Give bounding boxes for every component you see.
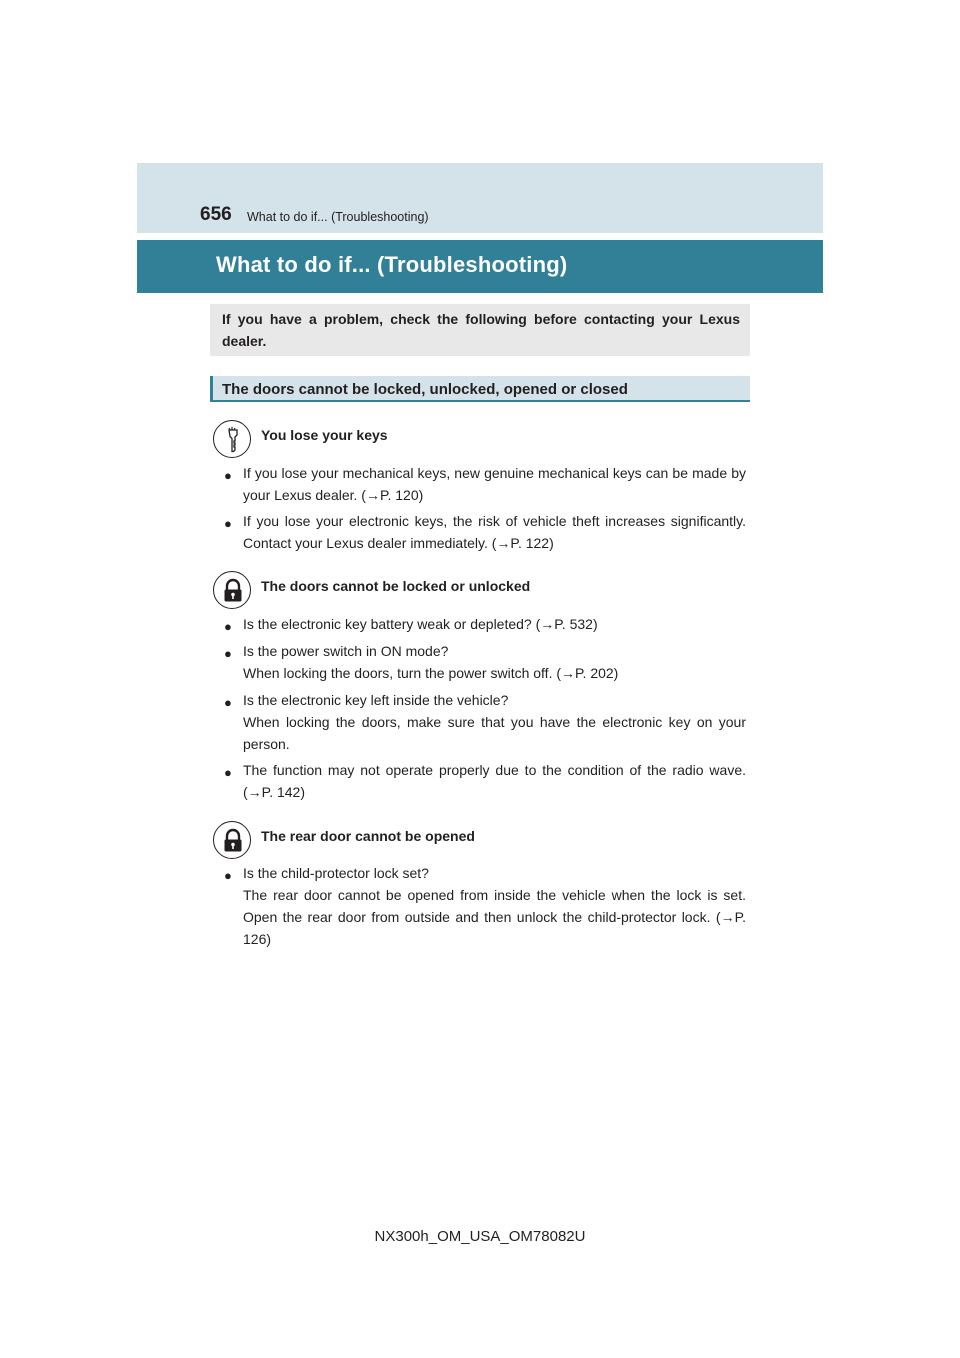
- topic-label: The rear door cannot be opened: [261, 828, 475, 844]
- bullet-icon: ●: [224, 868, 232, 883]
- bullet-icon: ●: [224, 468, 232, 483]
- header-band: [137, 163, 823, 233]
- list-item: [243, 613, 746, 635]
- bullet-icon: ●: [224, 765, 232, 780]
- topic-label: The doors cannot be locked or unlocked: [261, 578, 531, 594]
- item-line: When locking the doors, make sure that you have the electronic key on your person.: [243, 714, 746, 752]
- topic-label: You lose your keys: [261, 427, 388, 443]
- item-line: When locking the doors, turn the power switch off. (→P. 202): [243, 665, 619, 681]
- item-line: The rear door cannot be opened from inside the vehicle when the lock is set. Open the rear door from outside and then unlock the child-protector lock. (→P. 126): [243, 887, 746, 947]
- list-item: [243, 759, 746, 803]
- page-title: What to do if... (Troubleshooting): [216, 252, 568, 277]
- item-line: If you lose your mechanical keys, new genuine mechanical keys can be made by your Lexus dealer. (→P. 120): [243, 465, 746, 503]
- list-item: [243, 462, 746, 506]
- bullet-icon: ●: [224, 619, 232, 634]
- list-item: [243, 689, 746, 755]
- list-item: [243, 510, 746, 554]
- list-item: [243, 862, 746, 950]
- page-number: 656: [200, 204, 232, 225]
- padlock-icon: [213, 571, 251, 609]
- bullet-icon: ●: [224, 516, 232, 531]
- footer-doc-code: NX300h_OM_USA_OM78082U: [374, 1228, 586, 1245]
- intro-text: If you have a problem, check the following before contacting your Lexus dealer.: [222, 311, 740, 349]
- item-line: Is the electronic key battery weak or depleted? (→P. 532): [243, 616, 598, 632]
- item-line: Is the child-protector lock set?: [243, 865, 429, 881]
- item-line: Is the electronic key left inside the vehicle?: [243, 692, 509, 708]
- item-line: Is the power switch in ON mode?: [243, 643, 449, 659]
- running-head: What to do if... (Troubleshooting): [247, 210, 429, 224]
- item-line: The function may not operate properly due to the condition of the radio wave. (→P. 142): [243, 762, 746, 800]
- key-icon: [213, 420, 251, 458]
- bullet-icon: ●: [224, 695, 232, 710]
- item-line: If you lose your electronic keys, the risk of vehicle theft increases significantly. Contact your Lexus dealer immediately. (→P. 122): [243, 513, 746, 551]
- bullet-icon: ●: [224, 646, 232, 661]
- padlock-icon: [213, 821, 251, 859]
- section-title: The doors cannot be locked, unlocked, opened or closed: [222, 381, 628, 398]
- list-item: [243, 640, 746, 684]
